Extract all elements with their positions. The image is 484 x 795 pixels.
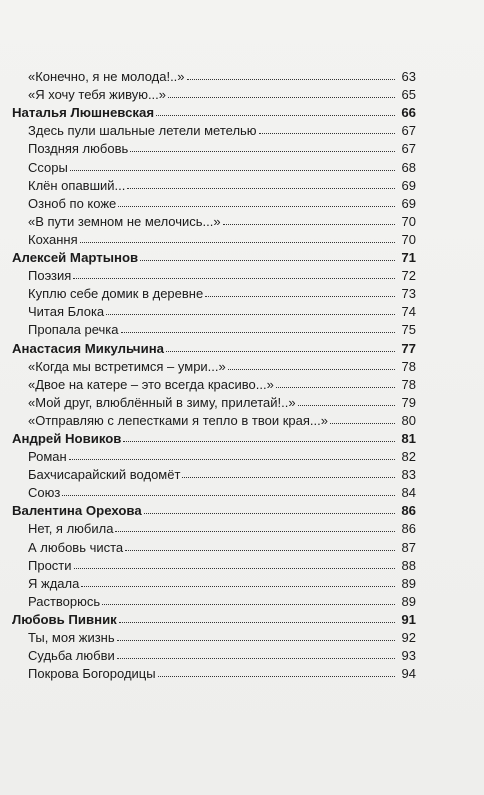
dot-leader bbox=[125, 550, 395, 551]
toc-author-row bbox=[12, 102, 416, 120]
entry-title: Нет, я любила bbox=[28, 521, 114, 537]
page-number: 84 bbox=[401, 485, 416, 501]
page-number: 70 bbox=[401, 231, 416, 247]
page-number: 74 bbox=[401, 304, 416, 320]
toc-entry-row bbox=[12, 175, 416, 193]
entry-title: Прости bbox=[28, 557, 72, 573]
page-number: 69 bbox=[401, 177, 416, 193]
entry-title: Озноб по коже bbox=[28, 195, 117, 211]
page-number: 79 bbox=[401, 394, 416, 410]
author-name: Алексей Мартынов bbox=[12, 250, 139, 266]
entry-title: Читая Блока bbox=[28, 304, 105, 320]
entry-title: «Отправляю с лепестками я тепло в твои края...» bbox=[28, 412, 328, 428]
dot-leader bbox=[182, 477, 395, 478]
dot-leader bbox=[70, 170, 395, 171]
entry-title: Покрова Богородицы bbox=[28, 666, 156, 682]
table-of-contents bbox=[12, 66, 416, 681]
toc-entry-row bbox=[12, 663, 416, 681]
dot-leader bbox=[298, 405, 395, 406]
page-number: 71 bbox=[401, 250, 416, 266]
dot-leader bbox=[168, 97, 395, 98]
dot-leader bbox=[130, 151, 395, 152]
author-name: Любовь Пивник bbox=[12, 611, 117, 627]
page-number: 86 bbox=[401, 521, 416, 537]
entry-title: Ссоры bbox=[28, 159, 68, 175]
entry-title: «Двое на катере – это всегда красиво...» bbox=[28, 376, 274, 392]
page-number: 78 bbox=[401, 376, 416, 392]
toc-entry-row bbox=[12, 573, 416, 591]
entry-title: Ты, моя жизнь bbox=[28, 630, 115, 645]
page-number: 67 bbox=[401, 123, 416, 139]
dot-leader bbox=[144, 513, 395, 514]
entry-title: Пропала речка bbox=[28, 322, 119, 338]
toc-entry-row bbox=[12, 627, 416, 645]
page-number: 82 bbox=[401, 449, 416, 465]
toc-entry-row bbox=[12, 446, 416, 464]
page-number: 80 bbox=[401, 412, 416, 428]
toc-entry-row bbox=[12, 356, 416, 374]
page-number: 92 bbox=[401, 630, 416, 645]
toc-entry-row bbox=[12, 410, 416, 428]
entry-title: Роман bbox=[28, 449, 67, 465]
page-number: 87 bbox=[401, 539, 416, 555]
entry-title: Клён опавший... bbox=[28, 177, 126, 193]
dot-leader bbox=[117, 640, 395, 641]
dot-leader bbox=[156, 115, 395, 116]
toc-entry-row bbox=[12, 138, 416, 156]
dot-leader bbox=[330, 423, 395, 424]
page-number: 83 bbox=[401, 467, 416, 483]
toc-entry-row bbox=[12, 193, 416, 211]
page-number: 77 bbox=[401, 340, 416, 356]
toc-entry-row bbox=[12, 66, 416, 84]
page-number: 63 bbox=[401, 69, 416, 85]
toc-entry-row bbox=[12, 156, 416, 174]
page-number: 75 bbox=[401, 322, 416, 338]
entry-title: Растворюсь bbox=[28, 593, 101, 609]
page-number: 94 bbox=[401, 666, 416, 682]
page-number: 68 bbox=[401, 159, 416, 175]
toc-entry-row bbox=[12, 518, 416, 536]
dot-leader bbox=[115, 531, 395, 532]
author-name: Андрей Новиков bbox=[12, 430, 122, 446]
toc-entry-row bbox=[12, 464, 416, 482]
page-number: 69 bbox=[401, 195, 416, 211]
entry-title: Союз bbox=[28, 485, 61, 501]
dot-leader bbox=[117, 658, 395, 659]
page-number: 65 bbox=[401, 87, 416, 103]
dot-leader bbox=[228, 369, 395, 370]
page-number: 73 bbox=[401, 286, 416, 302]
entry-title: «Конечно, я не молода!..» bbox=[28, 69, 185, 85]
dot-leader bbox=[119, 622, 395, 623]
toc-entry-row bbox=[12, 283, 416, 301]
dot-leader bbox=[118, 206, 395, 207]
dot-leader bbox=[187, 79, 395, 80]
dot-leader bbox=[73, 278, 395, 279]
toc-entry-row bbox=[12, 229, 416, 247]
toc-entry-row bbox=[12, 591, 416, 609]
dot-leader bbox=[259, 133, 395, 134]
toc-entry-row bbox=[12, 392, 416, 410]
page-number: 86 bbox=[401, 503, 416, 519]
toc-entry-row bbox=[12, 536, 416, 554]
entry-title: Я ждала bbox=[28, 575, 80, 591]
entry-title: Здесь пули шальные летели метелью bbox=[28, 123, 257, 139]
toc-author-row bbox=[12, 428, 416, 446]
toc-entry-row bbox=[12, 211, 416, 229]
toc-author-row bbox=[12, 247, 416, 265]
toc-author-row bbox=[12, 500, 416, 518]
page-number: 67 bbox=[401, 141, 416, 157]
toc-entry-row bbox=[12, 265, 416, 283]
author-name: Наталья Люшневская bbox=[12, 105, 155, 121]
dot-leader bbox=[140, 260, 395, 261]
dot-leader bbox=[102, 604, 395, 605]
page-number: 89 bbox=[401, 575, 416, 591]
dot-leader bbox=[81, 586, 395, 587]
toc-entry-row bbox=[12, 301, 416, 319]
dot-leader bbox=[62, 495, 395, 496]
entry-title: Поздняя любовь bbox=[28, 141, 129, 157]
toc-entry-row bbox=[12, 555, 416, 573]
entry-title: Бахчисарайский водомёт bbox=[28, 467, 181, 483]
toc-entry-row bbox=[12, 482, 416, 500]
toc-entry-row bbox=[12, 319, 416, 337]
toc-entry-row bbox=[12, 84, 416, 102]
entry-title: Судьба любви bbox=[28, 648, 115, 664]
dot-leader bbox=[205, 296, 395, 297]
toc-entry-row bbox=[12, 374, 416, 392]
dot-leader bbox=[158, 676, 395, 677]
author-name: Валентина Орехова bbox=[12, 503, 142, 519]
dot-leader bbox=[166, 351, 395, 352]
dot-leader bbox=[276, 387, 395, 388]
entry-title: «В пути земном не мелочись...» bbox=[28, 213, 221, 229]
toc-author-row bbox=[12, 609, 416, 627]
entry-title: Кохання bbox=[28, 231, 78, 247]
entry-title: А любовь чиста bbox=[28, 539, 124, 555]
page-number: 91 bbox=[401, 611, 416, 627]
page-number: 93 bbox=[401, 648, 416, 664]
page-number: 66 bbox=[401, 105, 416, 121]
entry-title: Поэзия bbox=[28, 268, 72, 284]
dot-leader bbox=[127, 188, 395, 189]
dot-leader bbox=[74, 568, 395, 569]
dot-leader bbox=[123, 441, 395, 442]
page-number: 70 bbox=[401, 213, 416, 229]
dot-leader bbox=[69, 459, 395, 460]
entry-title: «Когда мы встретимся – умри...» bbox=[28, 358, 226, 374]
dot-leader bbox=[80, 242, 395, 243]
page-number: 88 bbox=[401, 557, 416, 573]
page-number: 89 bbox=[401, 593, 416, 609]
author-name: Анастасия Микульчина bbox=[12, 340, 164, 356]
toc-author-row bbox=[12, 337, 416, 355]
page-number: 72 bbox=[401, 268, 416, 284]
entry-title: «Я хочу тебя живую...» bbox=[28, 87, 167, 103]
dot-leader bbox=[121, 332, 395, 333]
toc-entry-row bbox=[12, 645, 416, 663]
dot-leader bbox=[106, 314, 395, 315]
toc-entry-row bbox=[12, 120, 416, 138]
page-number: 81 bbox=[401, 430, 416, 446]
entry-title: Куплю себе домик в деревне bbox=[28, 286, 204, 302]
page-number: 78 bbox=[401, 358, 416, 374]
dot-leader bbox=[223, 224, 395, 225]
entry-title: «Мой друг, влюблённый в зиму, прилетай!..» bbox=[28, 394, 296, 410]
